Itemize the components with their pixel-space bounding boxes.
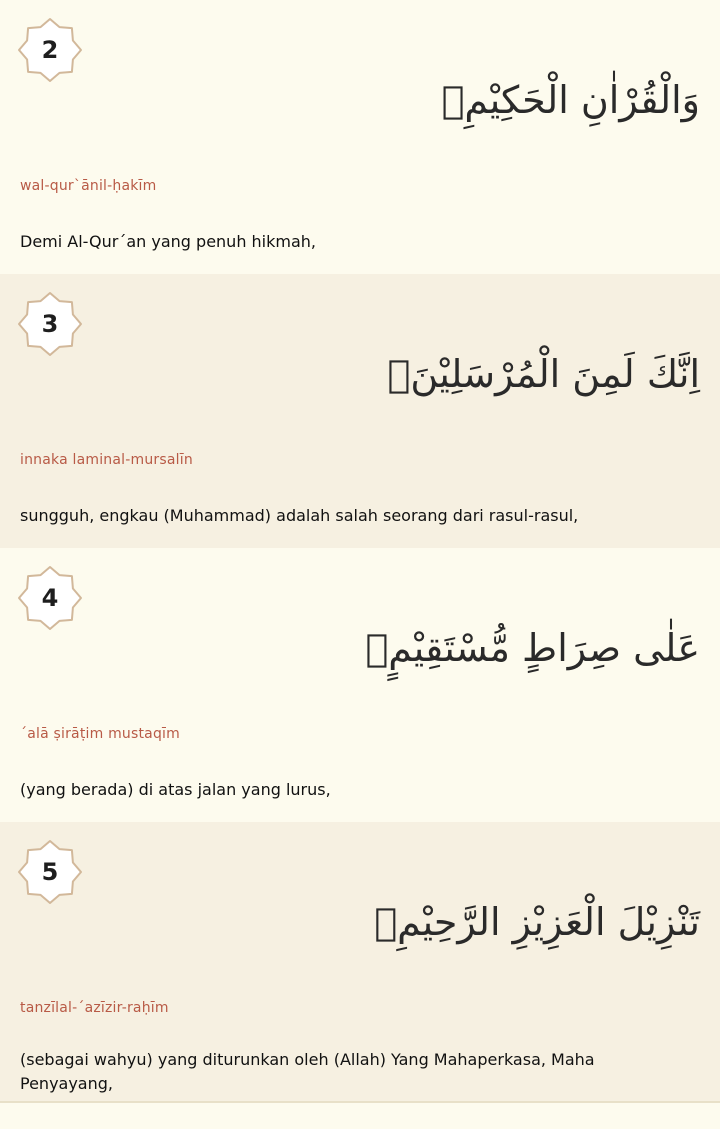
latin-transliteration: tanzīlal-´azīzir-raḥīm [20,1000,169,1016]
verse-item-2[interactable] [0,0,720,274]
translation-text: (sebagai wahyu) yang diturunkan oleh (Allah) Yang Mahaperkasa, Maha Penyayang, [20,1050,595,1093]
verse-number-badge [16,290,84,358]
verse-number-badge [16,16,84,84]
verse-item-4[interactable] [0,548,720,822]
verse-number: 3 [41,310,59,338]
latin-transliteration: wal-qur`ānil-ḥakīm [20,178,157,194]
verse-number-badge [16,564,84,632]
verse-item-3[interactable] [0,274,720,548]
verse-number: 2 [41,36,59,64]
arabic-text: عَلٰى صِرَاطٍ مُّسْتَقِيْمٍۗ [365,626,700,670]
arabic-text: وَالْقُرْاٰنِ الْحَكِيْمِۙ [441,78,700,122]
translation-text: sungguh, engkau (Muhammad) adalah salah seorang dari rasul-rasul, [20,506,579,525]
latin-transliteration: innaka laminal-mursalīn [20,452,193,468]
latin-transliteration: ´alā ṣirāṭim mustaqīm [20,726,180,742]
verse-number: 5 [41,858,59,886]
arabic-text: تَنْزِيْلَ الْعَزِيْزِ الرَّحِيْمِۙ [374,900,700,944]
translation-text: Demi Al-Qur´an yang penuh hikmah, [20,232,317,251]
verse-item-5[interactable] [0,822,720,1103]
translation-text: (yang berada) di atas jalan yang lurus, [20,780,331,799]
verse-number: 4 [41,584,59,612]
arabic-text: اِنَّكَ لَمِنَ الْمُرْسَلِيْنَۙ [387,352,700,396]
verse-number-badge [16,838,84,906]
